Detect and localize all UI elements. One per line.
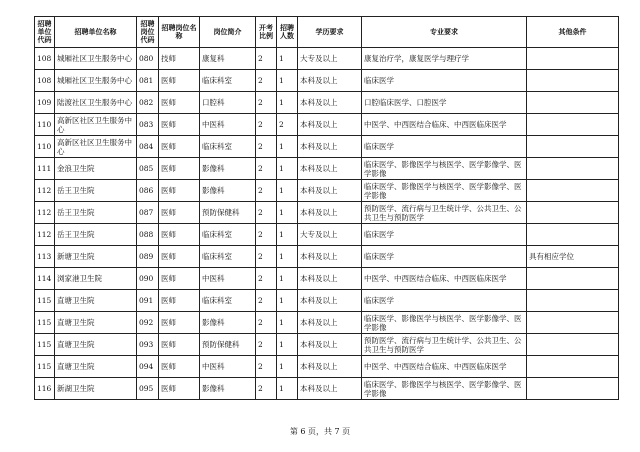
cell-major: 临床医学 — [362, 136, 527, 158]
cell-count: 1 — [277, 334, 298, 356]
cell-education: 本科及以上 — [298, 312, 362, 334]
cell-post-code: 085 — [137, 158, 159, 180]
cell-post-name: 医师 — [159, 378, 200, 400]
cell-ratio: 2 — [256, 180, 277, 202]
cell-intro: 中医科 — [200, 268, 256, 290]
cell-post-code: 093 — [137, 334, 159, 356]
cell-intro: 影像科 — [200, 378, 256, 400]
cell-other — [527, 48, 619, 70]
table-row — [35, 92, 619, 114]
cell-ratio: 2 — [256, 158, 277, 180]
cell-unit-name: 岳王卫生院 — [55, 202, 137, 224]
cell-unit-name: 直塘卫生院 — [55, 356, 137, 378]
cell-post-name: 医师 — [159, 334, 200, 356]
cell-post-code: 088 — [137, 224, 159, 246]
cell-ratio: 2 — [256, 136, 277, 158]
cell-post-code: 081 — [137, 70, 159, 92]
cell-major: 中医学、中西医结合临床、中西医临床医学 — [362, 114, 527, 136]
cell-count: 1 — [277, 290, 298, 312]
table-row — [35, 290, 619, 312]
cell-ratio: 2 — [256, 356, 277, 378]
header-post-code: 招聘岗位代码 — [137, 17, 159, 48]
cell-unit-name: 岳王卫生院 — [55, 224, 137, 246]
cell-education: 本科及以上 — [298, 92, 362, 114]
table-row — [35, 48, 619, 70]
header-unit-code: 招聘单位代码 — [35, 17, 55, 48]
cell-intro: 中医科 — [200, 114, 256, 136]
cell-unit-code: 110 — [35, 136, 55, 158]
table-row — [35, 180, 619, 202]
cell-count: 1 — [277, 312, 298, 334]
table-row — [35, 224, 619, 246]
cell-count: 1 — [277, 356, 298, 378]
table-row — [35, 158, 619, 180]
cell-post-code: 095 — [137, 378, 159, 400]
cell-other — [527, 334, 619, 356]
cell-education: 本科及以上 — [298, 246, 362, 268]
table-row — [35, 378, 619, 400]
cell-other — [527, 92, 619, 114]
cell-intro: 预防保健科 — [200, 202, 256, 224]
cell-unit-code: 115 — [35, 356, 55, 378]
table-row — [35, 312, 619, 334]
cell-other — [527, 70, 619, 92]
cell-ratio: 2 — [256, 92, 277, 114]
table-row — [35, 268, 619, 290]
cell-unit-code: 112 — [35, 224, 55, 246]
cell-post-code: 086 — [137, 180, 159, 202]
cell-unit-name: 金浪卫生院 — [55, 158, 137, 180]
table-row — [35, 202, 619, 224]
cell-education: 大专及以上 — [298, 48, 362, 70]
cell-count: 1 — [277, 70, 298, 92]
header-education: 学历要求 — [298, 17, 362, 48]
cell-ratio: 2 — [256, 378, 277, 400]
table-row — [35, 246, 619, 268]
cell-intro: 影像科 — [200, 158, 256, 180]
cell-count: 1 — [277, 224, 298, 246]
cell-education: 本科及以上 — [298, 356, 362, 378]
cell-count: 1 — [277, 202, 298, 224]
cell-ratio: 2 — [256, 70, 277, 92]
cell-other — [527, 202, 619, 224]
recruitment-table — [34, 16, 619, 400]
cell-unit-name: 新塘卫生院 — [55, 246, 137, 268]
cell-unit-code: 110 — [35, 114, 55, 136]
cell-major: 临床医学、影像医学与核医学、医学影像学、医学影像 — [362, 378, 527, 400]
cell-major: 康复治疗学，康复医学与理疗学 — [362, 48, 527, 70]
cell-post-name: 医师 — [159, 180, 200, 202]
cell-post-code: 094 — [137, 356, 159, 378]
cell-post-code: 089 — [137, 246, 159, 268]
cell-education: 本科及以上 — [298, 180, 362, 202]
table-row — [35, 114, 619, 136]
cell-other — [527, 180, 619, 202]
cell-other — [527, 268, 619, 290]
cell-post-code: 083 — [137, 114, 159, 136]
cell-intro: 临床科室 — [200, 290, 256, 312]
cell-intro: 临床科室 — [200, 136, 256, 158]
cell-intro: 康复科 — [200, 48, 256, 70]
cell-ratio: 2 — [256, 312, 277, 334]
cell-other — [527, 114, 619, 136]
cell-other — [527, 158, 619, 180]
cell-major: 中医学、中西医结合临床、中西医临床医学 — [362, 356, 527, 378]
cell-post-code: 087 — [137, 202, 159, 224]
cell-count: 1 — [277, 246, 298, 268]
cell-intro: 中医科 — [200, 356, 256, 378]
header-intro: 岗位简介 — [200, 17, 256, 48]
cell-education: 大专及以上 — [298, 224, 362, 246]
cell-unit-code: 115 — [35, 290, 55, 312]
cell-major: 中医学、中西医结合临床、中西医临床医学 — [362, 268, 527, 290]
cell-education: 本科及以上 — [298, 268, 362, 290]
table-row — [35, 356, 619, 378]
header-post-name: 招聘岗位名称 — [159, 17, 200, 48]
cell-ratio: 2 — [256, 246, 277, 268]
cell-education: 本科及以上 — [298, 378, 362, 400]
cell-major: 临床医学、影像医学与核医学、医学影像学、医学影像 — [362, 158, 527, 180]
cell-post-name: 医师 — [159, 70, 200, 92]
cell-major: 临床医学 — [362, 290, 527, 312]
cell-major: 口腔临床医学、口腔医学 — [362, 92, 527, 114]
cell-post-name: 医师 — [159, 202, 200, 224]
page-footer: 第 6 页，共 7 页 — [289, 427, 351, 436]
cell-count: 2 — [277, 114, 298, 136]
cell-unit-name: 高新区社区卫生服务中心 — [55, 114, 137, 136]
cell-other — [527, 136, 619, 158]
cell-post-code: 091 — [137, 290, 159, 312]
cell-unit-code: 115 — [35, 334, 55, 356]
cell-ratio: 2 — [256, 268, 277, 290]
table-row — [35, 70, 619, 92]
cell-education: 本科及以上 — [298, 70, 362, 92]
cell-count: 1 — [277, 378, 298, 400]
cell-count: 1 — [277, 268, 298, 290]
cell-unit-name: 直塘卫生院 — [55, 290, 137, 312]
cell-education: 本科及以上 — [298, 202, 362, 224]
cell-education: 本科及以上 — [298, 158, 362, 180]
cell-unit-code: 116 — [35, 378, 55, 400]
cell-unit-code: 114 — [35, 268, 55, 290]
cell-count: 1 — [277, 180, 298, 202]
cell-unit-code: 108 — [35, 70, 55, 92]
cell-other — [527, 312, 619, 334]
cell-post-name: 医师 — [159, 246, 200, 268]
cell-ratio: 2 — [256, 290, 277, 312]
cell-unit-code: 115 — [35, 312, 55, 334]
cell-post-name: 医师 — [159, 92, 200, 114]
cell-post-code: 080 — [137, 48, 159, 70]
cell-ratio: 2 — [256, 48, 277, 70]
cell-count: 1 — [277, 158, 298, 180]
cell-intro: 预防保健科 — [200, 334, 256, 356]
cell-major: 临床医学 — [362, 224, 527, 246]
cell-unit-code: 111 — [35, 158, 55, 180]
cell-post-code: 084 — [137, 136, 159, 158]
cell-ratio: 2 — [256, 114, 277, 136]
cell-intro: 临床科室 — [200, 224, 256, 246]
cell-count: 1 — [277, 92, 298, 114]
cell-major: 预防医学、流行病与卫生统计学、公共卫生、公共卫生与预防医学 — [362, 202, 527, 224]
cell-other: 具有相应学位 — [527, 246, 619, 268]
cell-unit-code: 109 — [35, 92, 55, 114]
cell-major: 临床医学、影像医学与核医学、医学影像学、医学影像 — [362, 180, 527, 202]
table-header — [35, 17, 619, 48]
cell-ratio: 2 — [256, 224, 277, 246]
cell-unit-code: 112 — [35, 202, 55, 224]
cell-post-name: 医师 — [159, 136, 200, 158]
cell-post-code: 092 — [137, 312, 159, 334]
cell-post-name: 医师 — [159, 290, 200, 312]
cell-post-code: 082 — [137, 92, 159, 114]
table-row — [35, 334, 619, 356]
cell-unit-code: 112 — [35, 180, 55, 202]
cell-other — [527, 378, 619, 400]
cell-other — [527, 290, 619, 312]
cell-unit-name: 浏家港卫生院 — [55, 268, 137, 290]
cell-post-name: 医师 — [159, 268, 200, 290]
cell-post-name: 医师 — [159, 158, 200, 180]
cell-other — [527, 356, 619, 378]
cell-unit-name: 陆渡社区卫生服务中心 — [55, 92, 137, 114]
cell-major: 预防医学、流行病与卫生统计学、公共卫生、公共卫生与预防医学 — [362, 334, 527, 356]
cell-major: 临床医学、影像医学与核医学、医学影像学、医学影像 — [362, 312, 527, 334]
cell-major: 临床医学 — [362, 70, 527, 92]
header-count: 招聘人数 — [277, 17, 298, 48]
cell-post-code: 090 — [137, 268, 159, 290]
cell-ratio: 2 — [256, 202, 277, 224]
cell-post-name: 医师 — [159, 312, 200, 334]
cell-intro: 影像科 — [200, 180, 256, 202]
table-row — [35, 136, 619, 158]
cell-education: 本科及以上 — [298, 334, 362, 356]
header-other: 其他条件 — [527, 17, 619, 48]
cell-post-name: 医师 — [159, 114, 200, 136]
cell-other — [527, 224, 619, 246]
cell-unit-name: 直塘卫生院 — [55, 312, 137, 334]
cell-unit-name: 新湖卫生院 — [55, 378, 137, 400]
cell-unit-code: 113 — [35, 246, 55, 268]
cell-unit-name: 直塘卫生院 — [55, 334, 137, 356]
table-body — [35, 48, 619, 400]
cell-unit-name: 高新区社区卫生服务中心 — [55, 136, 137, 158]
header-major: 专业要求 — [362, 17, 527, 48]
header-ratio: 开考比例 — [256, 17, 277, 48]
cell-post-name: 医师 — [159, 356, 200, 378]
cell-major: 临床医学 — [362, 246, 527, 268]
cell-post-name: 医师 — [159, 224, 200, 246]
cell-intro: 影像科 — [200, 312, 256, 334]
header-unit-name: 招聘单位名称 — [55, 17, 137, 48]
header-row — [35, 17, 619, 48]
cell-count: 1 — [277, 48, 298, 70]
cell-post-name: 技师 — [159, 48, 200, 70]
cell-count: 1 — [277, 136, 298, 158]
cell-intro: 口腔科 — [200, 92, 256, 114]
cell-ratio: 2 — [256, 334, 277, 356]
cell-intro: 临床科室 — [200, 70, 256, 92]
cell-unit-code: 108 — [35, 48, 55, 70]
cell-unit-name: 岳王卫生院 — [55, 180, 137, 202]
cell-unit-name: 城厢社区卫生服务中心 — [55, 70, 137, 92]
cell-education: 本科及以上 — [298, 136, 362, 158]
cell-education: 本科及以上 — [298, 114, 362, 136]
cell-education: 本科及以上 — [298, 290, 362, 312]
cell-unit-name: 城厢社区卫生服务中心 — [55, 48, 137, 70]
cell-intro: 临床科室 — [200, 246, 256, 268]
